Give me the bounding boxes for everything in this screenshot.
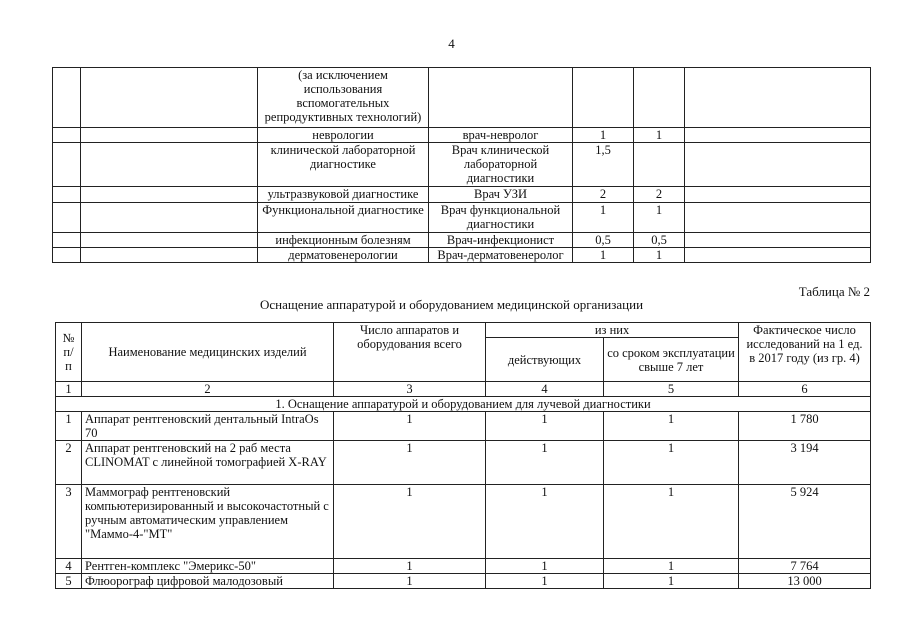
device-active: 1: [486, 574, 604, 589]
value-cell: 1,5: [573, 143, 634, 187]
section-title: 1. Оснащение аппаратурой и оборудованием для лучевой диагностики: [56, 397, 871, 412]
device-count: 1: [334, 485, 486, 559]
device-over7: 1: [604, 485, 739, 559]
device-name: Рентген-комплекс "Эмерикс-50": [82, 559, 334, 574]
column-numbers-row: [56, 382, 871, 397]
specialty-cell: (за исключением использования вспомогательных репродуктивных технологий): [258, 68, 429, 128]
position-cell: Врач-дерматовенеролог: [429, 248, 573, 263]
table-row: [56, 412, 871, 441]
device-over7: 1: [604, 412, 739, 441]
row-num: 1: [56, 412, 82, 441]
device-actual: 1 780: [739, 412, 871, 441]
header-name: Наименование медицинских изделий: [82, 323, 334, 382]
equipment-table: [55, 322, 871, 589]
device-count: 1: [334, 441, 486, 485]
value-cell: 0,5: [573, 233, 634, 248]
value-cell: 1: [573, 128, 634, 143]
header-active: действующих: [486, 338, 604, 382]
device-over7: 1: [604, 559, 739, 574]
col-number: 2: [82, 382, 334, 397]
device-active: 1: [486, 559, 604, 574]
device-count: 1: [334, 574, 486, 589]
col-number: 3: [334, 382, 486, 397]
header-of-them: из них: [486, 323, 739, 338]
device-actual: 3 194: [739, 441, 871, 485]
value-cell: 2: [573, 187, 634, 203]
specialty-cell: клинической лабораторной диагностике: [258, 143, 429, 187]
row-num: 3: [56, 485, 82, 559]
row-num: 4: [56, 559, 82, 574]
device-actual: 7 764: [739, 559, 871, 574]
value-cell: 2: [634, 187, 685, 203]
device-active: 1: [486, 485, 604, 559]
position-cell: [429, 68, 573, 128]
device-actual: 13 000: [739, 574, 871, 589]
device-name: Флюорограф цифровой малодозовый: [82, 574, 334, 589]
value-cell: 1: [634, 248, 685, 263]
row-num: 2: [56, 441, 82, 485]
table-row: [53, 187, 871, 203]
section-row: [56, 397, 871, 412]
device-active: 1: [486, 412, 604, 441]
header-num: № п/ п: [56, 323, 82, 382]
specialty-cell: неврологии: [258, 128, 429, 143]
device-count: 1: [334, 559, 486, 574]
specialty-cell: Функциональной диагностике: [258, 203, 429, 233]
table-row: [53, 128, 871, 143]
device-name: Аппарат рентгеновский дентальный IntraOs 70: [82, 412, 334, 441]
table-label: Таблица № 2: [798, 284, 870, 299]
table-row: [56, 441, 871, 485]
col-number: 4: [486, 382, 604, 397]
value-cell: 1: [573, 203, 634, 233]
value-cell: [634, 68, 685, 128]
header-over7: со сроком эксплуатации свыше 7 лет: [604, 338, 739, 382]
position-cell: врач-невролог: [429, 128, 573, 143]
device-over7: 1: [604, 441, 739, 485]
table-row: [56, 574, 871, 589]
table-row: [53, 143, 871, 187]
page-number: 4: [448, 36, 455, 51]
header-count: Число аппаратов и оборудования всего: [334, 323, 486, 382]
value-cell: [634, 143, 685, 187]
specialty-cell: дерматовенерологии: [258, 248, 429, 263]
col-number: 1: [56, 382, 82, 397]
table-row: [53, 68, 871, 128]
table-row: [56, 485, 871, 559]
table-row: [53, 203, 871, 233]
position-cell: Врач УЗИ: [429, 187, 573, 203]
device-active: 1: [486, 441, 604, 485]
device-over7: 1: [604, 574, 739, 589]
value-cell: 1: [573, 248, 634, 263]
table-row: [56, 559, 871, 574]
specialty-cell: инфекционным болезням: [258, 233, 429, 248]
value-cell: [573, 68, 634, 128]
position-cell: Врач-инфекционист: [429, 233, 573, 248]
device-actual: 5 924: [739, 485, 871, 559]
table-row: [53, 248, 871, 263]
value-cell: 1: [634, 203, 685, 233]
staffing-table: [52, 67, 871, 263]
value-cell: 1: [634, 128, 685, 143]
device-count: 1: [334, 412, 486, 441]
position-cell: Врач клинической лабораторной диагностики: [429, 143, 573, 187]
header-row: [56, 323, 871, 338]
table-title: Оснащение аппаратурой и оборудованием медицинской организации: [259, 297, 644, 312]
value-cell: 0,5: [634, 233, 685, 248]
header-actual: Фактическое число исследований на 1 ед. в 2017 году (из гр. 4): [739, 323, 871, 382]
specialty-cell: ультразвуковой диагностике: [258, 187, 429, 203]
table-row: [53, 233, 871, 248]
col-number: 5: [604, 382, 739, 397]
device-name: Аппарат рентгеновский на 2 раб места CLINOMAT с линейной томографией X-RAY: [82, 441, 334, 485]
position-cell: Врач функциональной диагностики: [429, 203, 573, 233]
device-name: Маммограф рентгеновский компьютеризированный и высокочастотный с ручным автоматическим управлением "Маммо-4-"МТ": [82, 485, 334, 559]
col-number: 6: [739, 382, 871, 397]
row-num: 5: [56, 574, 82, 589]
